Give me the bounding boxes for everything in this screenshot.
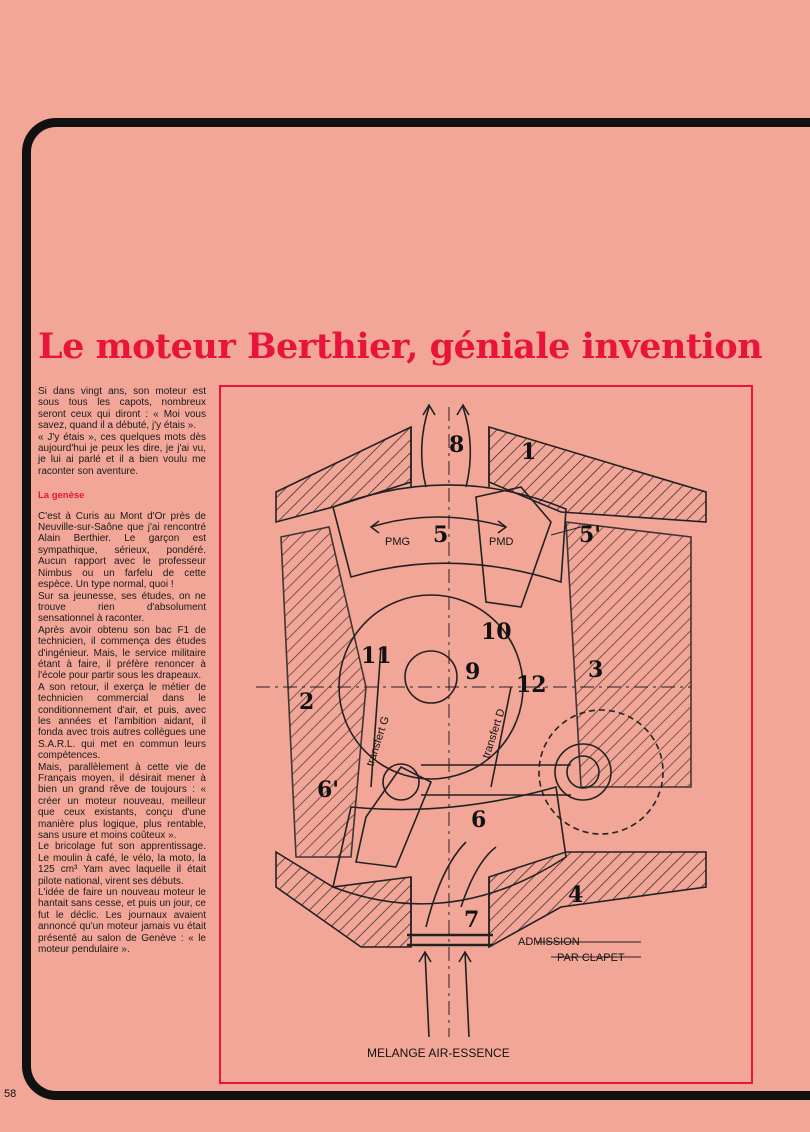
label-7: 7 [464, 907, 480, 933]
pin-left [383, 764, 419, 800]
body-paragraph: Le bricolage fut son apprentissage. Le moulin à café, le vélo, la moto, la 125 cm³ Yam avec laquelle il était pilote national, virent ses débuts. [38, 841, 206, 887]
label-8: 8 [449, 432, 465, 458]
label-12: 12 [516, 672, 547, 698]
label-1: 1 [521, 439, 537, 465]
label-9: 9 [465, 659, 481, 685]
label-10: 10 [481, 619, 512, 645]
body-paragraph: C'est à Curis au Mont d'Or près de Neuville-sur-Saône que j'ai rencontré Alain Berthier. Le garçon est sympathique, sérieux, pondéré. Aucun rapport avec le professeur Nimbus ou un farfelu de cette espèce. Un type normal, quoi ! [38, 510, 206, 591]
body-paragraph: Sur sa jeunesse, ses études, on ne trouve rien d'absolument sensationnel à raconter. [38, 590, 206, 625]
label-pmg: PMG [385, 536, 411, 548]
wall-right [566, 522, 691, 787]
flow-arrow [426, 842, 466, 927]
body-paragraph: Après avoir obtenu son bac F1 de technicien, il commença des études d'ingénieur. Mais, le service militaire étant à faire, il préfère renoncer à l'école pour partir sous les drapeaux. [38, 624, 206, 682]
page-number: 58 [4, 1088, 17, 1100]
label-admission: ADMISSION [518, 936, 580, 948]
arrowhead [423, 405, 435, 415]
label-transfert-d: transfert D [480, 707, 508, 760]
wall-bottom-right [489, 852, 706, 947]
piston-upper [476, 487, 551, 607]
label-6-prime: 6' [317, 777, 340, 803]
article-text [38, 386, 206, 956]
subheading-genese: La genèse [38, 490, 85, 502]
intro-paragraph: « J'y étais », ces quelques mots dès aujourd'hui je peux les dire, je j'ai vu, je lui ai parlé et il a bien voulu me raconter son aventure. [38, 431, 206, 477]
label-5: 5 [433, 522, 449, 548]
label-melange: MELANGE AIR-ESSENCE [367, 1046, 510, 1060]
engine-diagram-svg [221, 387, 755, 1086]
intake-arrow [425, 952, 429, 1037]
engine-diagram [219, 385, 753, 1084]
label-5-prime: 5' [579, 522, 602, 548]
label-3: 3 [588, 657, 604, 683]
label-par-clapet: PAR CLAPET [557, 952, 625, 964]
intake-arrow [465, 952, 469, 1037]
arrowhead [457, 405, 469, 415]
label-pmd: PMD [489, 536, 514, 548]
body-paragraph: A son retour, il exerça le métier de technicien commercial dans le conditionnement d'air, et puis, avec les années et l'ambition aidant, il fonda avec trois autres collègues une S.A.R.L. qui met en commun leurs compétences. [38, 681, 206, 762]
body-paragraph: Mais, parallèlement à cette vie de Français moyen, il désirait mener à bien un grand rêve de toujours : « créer un moteur nouveau, meilleur que ceux existants, conçu d'une manière plus logique, plus rentable, sans usure et moins coûteux ». [38, 761, 206, 842]
wall-top-left [276, 427, 411, 522]
body-paragraph: L'idée de faire un nouveau moteur le hantait sans cesse, et puis un jour, ce fut le déclic. Les journaux avaient annoncé qu'un moteur jamais vu était présenté au salon de Genève : « le moteur pendulaire ». [38, 887, 206, 956]
label-6: 6 [471, 807, 487, 833]
label-transfert-g: transfert G [364, 714, 392, 768]
intro-paragraph: Si dans vingt ans, son moteur est sous tous les capots, nombreux seront ceux qui diront : « Moi vous savez, quand il a débuté, j'y étais ». [38, 386, 206, 432]
label-2: 2 [299, 689, 315, 715]
label-11: 11 [361, 643, 392, 669]
article-title: Le moteur Berthier, géniale invention [38, 326, 763, 367]
exhaust-arrow [422, 407, 429, 487]
label-4: 4 [568, 882, 584, 908]
